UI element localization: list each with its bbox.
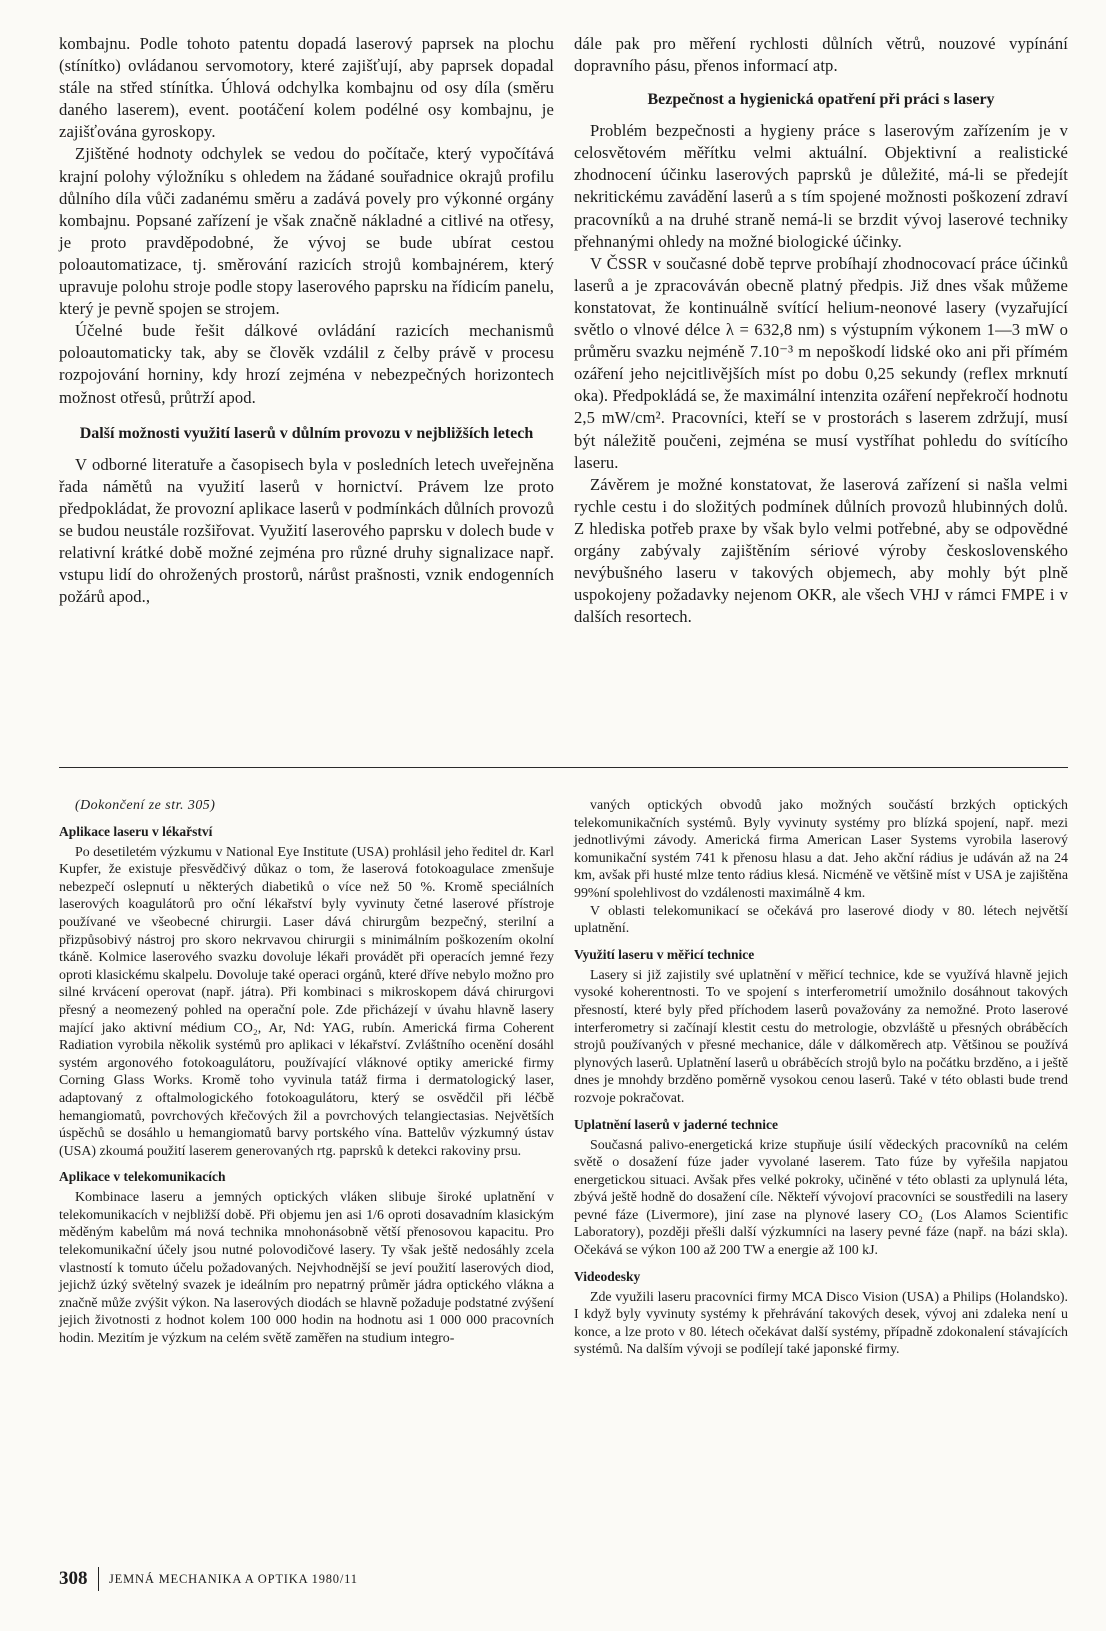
paragraph: kombajnu. Podle tohoto patentu dopadá laserový paprsek na plochu (stínítko) ovládanou servomotory, které zajišťují, aby paprsek dopadal stále na střed stínítka. Úhlová odchylka kombajnu od osy díla (směru daného laserem), event. pootáčení kolem podélné osy kombajnu, je zajišťována gyroskopy. [59,34,554,142]
section-heading: Videodesky [574,1268,641,1284]
section-heading: Uplatnění laserů v jaderné technice [574,1116,778,1132]
paragraph: Současná palivo-energetická krize stupňuje úsilí vědeckých pracovníků na celém světě o dosažení fúze jader vyvolané laserem. Tato fúze by vyřešila napjatou energetickou situaci. Avšak přes velké pokroky, učiněné v této oblasti za uplynulá léta, zbývá ještě hodně do dosažení cíle. Někteří vývojoví pracovníci se soustředili na lasery pevné fáze (Livermore), jiní zase na plynové lasery CO₂ (Los Alamos Scientific Laboratory), později přešli další výzkumníci na lasery pevné fáze (např. na bázi skla). Očekává se výkon 100 až 200 TW a energie až 100 kJ. [574,1137,1068,1259]
continuation-note: (Dokončení ze str. 305) [75,798,216,813]
upper-right-column [574,33,1068,628]
paragraph: Problém bezpečnosti a hygieny práce s laserovým zařízením je v celosvětovém měřítku velmi aktuální. Objektivní a realistické zhodnocení účinku laserových paprsků je důležité, má-li se předejít nekritickému zavádění laserů a s tím spojené možnosti poškození zdraví pracovníků a na druhé straně nemá-li se brzdit vývoj laserové techniky přehnanými ohledy na možné biologické účinky. [574,121,1068,251]
page-number: 308 [59,1568,88,1589]
paragraph: dále pak pro měření rychlosti důlních větrů, nouzové vypínání dopravního pásu, přenos informací atp. [574,34,1068,76]
paragraph: Závěrem je možné konstatovat, že laserová zařízení si našla velmi rychle cestu i do složitých podmínek důlních provozů hlubinných dolů. Z hlediska potřeb praxe by však bylo velmi potřebné, aby se odpovědné orgány zabývaly zajištěním sériové výroby československého nevýbušného laseru v takových objemech, aby mohly být plně uspokojeny požadavky nejenom OKR, ale všech VHJ v rámci FMPE i v dalších resortech. [574,474,1068,627]
paragraph: V ČSSR v současné době teprve probíhají zhodnocovací práce účinků laserů a je zpracováván obecně platný předpis. Již dnes však můžeme konstatovat, že kontinuálně svítící helium-neonové lasery (vyzařující světlo o vlnové délce λ = 632,8 nm) s výstupním výkonem 1—3 mW o průměru svazku nejméně 7.10⁻³ m nepoškodí lidské oko ani při přímém ozáření jeho nejcitlivějších míst po dobu 0,25 sekundy (reflex mrknutí oka). Předpokládá se, že maximální intenzita ozáření nepřekročí hodnotu 2,5 mW/cm². Pracovníci, kteří se v prostorách s laserem zdržují, musí být náležitě poučeni, zejména se musí vystříhat pohledu do svítícího laseru. [574,253,1068,472]
section-divider [59,767,1068,768]
paragraph: V odborné literatuře a časopisech byla v posledních letech uveřejněna řada námětů na využití laserů v hornictví. Právem lze proto předpokládat, že provozní aplikace laserů v podmínkách důlních provozů se budou neustále rozšiřovat. Využití laserového paprsku v dolech bude v relativní krátké době možné zejména pro různé druhy signalizace např. vstupu lidí do ohrožených prostorů, nárůst prašnosti, vznik endogenních požárů apod., [59,454,554,607]
upper-left-column [59,33,554,608]
paragraph: Zjištěné hodnoty odchylek se vedou do počítače, který vypočítává krajní polohy výložníku s ohledem na žádané souřadnice okrajů profilu důlního díla vůči zadanému směru a zadává povely pro výkonné orgány kombajnu. Popsané zařízení je však značně nákladné a citlivé na otřesy, je proto pravděpodobné, že vývoj se bude ubírat cestou poloautomatizace, tj. směrování razicích strojů kombajnérem, který upravuje polohu stroje podle stopy laserového paprsku na řídicím panelu, který je pevně spojen se strojem. [59,144,554,319]
section-heading: Další možnosti využití laserů v důlním provozu v nejbližších letech [79,424,534,442]
section-heading: Využití laseru v měřicí technice [574,946,755,962]
paragraph: Kombinace laseru a jemných optických vláken slibuje široké uplatnění v telekomunikacích v nejbližší době. Při objemu jen asi 1/6 oproti dosavadním klasickým měděným kabelům má nová technika mnohonásobně větší přenosovou kapacitu. Pro telekomunikační účely jsou nutné polovodičové lasery. Ty však ještě nedosáhly zcela vlastností k tomuto účelu požadovaných. Nejvhodnější se jeví použití laserových diod, jejichž úzký světelný svazek je ideálním pro nepatrný průměr jádra optického vlákna a značně může zvýšit výkon. Na laserových diodách se hlavně požaduje podstatné zvýšení jejich životnosti z hodnot kolem 100 000 hodin na hodnotu asi 1 000 000 pracovních hodin. Mezitím je výzkum na celém světě zaměřen na studium integro- [59,1190,554,1347]
paragraph: Účelné bude řešit dálkové ovládání razicích mechanismů poloautomaticky tak, aby se člověk vzdálil z čelby právě v procesu rozpojování horniny, kdy hrozí zejména v nebezpečných horizontech možnost otřesů, průtrží apod. [59,321,554,407]
paragraph: Lasery si již zajistily své uplatnění v měřicí technice, kde se využívá hlavně jejich vysoké koherentnosti. To ve spojení s interferometrií umožnilo dosáhnout takových přesností, které byly před příchodem laserů považovány za nemožné. Proto laserové interferometry si začínají klestit cestu do metrologie, obzvláště u přesných obráběcích strojů používaných v přesné mechanice, dále v dálkoměrech atp. Většinou se používá plynových laserů. Uplatnění laserů u obráběcích strojů bylo na počátku brzděno, a i ještě dnes je mnohdy brzděno poměrně vysokou cenou laserů. Také v této oblasti bude trend rozvoje pokračovat. [574,967,1068,1106]
paragraph: Po desetiletém výzkumu v National Eye Institute (USA) prohlásil jeho ředitel dr. Karl Kupfer, že existuje přesvědčivý důkaz o tom, že laserová fotokoagulace zmenšuje nebezpečí oslepnutí u některých diabetiků o více než 50 %. Kromě speciálních laserových koagulátorů pro oční lékařství byly vyvinuty četné laserové přístroje používané ve všeobecné chirurgii. Laser dává chirurgům bezpečný, sterilní a přizpůsobivý nástroj pro skoro nekrvavou chirurgii s minimálním poškozením okolní tkáně. Kolmice laserového svazku dovoluje lékaři provádět při operacích jemné řezy oproti klasickému skalpelu. Dovoluje také operaci orgánů, které dříve nebylo možno pro silné krvácení operovat (např. játra). Při kombinaci s mikroskopem dává chirurgovi přesný a neomezený pohled na operační pole. Zde přicházejí v úvahu hlavně lasery mající jako aktivní médium CO₂, Ar, Nd: YAG, rubín. Americká firma Coherent Radiation vyrobila několik systémů pro aplikaci v lékařství. Zvláštního ocenění dosáhl systém argonového fotokoagulátoru, používající vláknové optiky americké firmy Corning Glass Works. Kromě toho vyvinula tatáž firma i dermatologický laser, adaptovaný z oftalmologického fotokoagulátoru, který se osvědčil při léčbě hemangiomatů, povrchových křečových žil a povrchových telangiectasias. Největších úspěchů se dosáhlo u hemangiomatů barvy portského vína. Battelův výzkumný ústav (USA) zkoumá použití laserem generovaných rtg. paprsků k detekci rakoviny prsu. [59,844,554,1159]
page-footer [59,1567,358,1591]
section-heading: Bezpečnost a hygienická opatření při práci s lasery [647,91,995,109]
paragraph: Zde využili laseru pracovníci firmy MCA Disco Vision (USA) a Philips (Holandsko). I když byly vyvinuty systémy k přehrávání takových desek, vývoj ani zdaleka není u konce, a lze proto v 80. létech očekávat další systémy, případně zdokonalení stávajících systémů. Na dalším vývoji se podílejí také japonské firmy. [574,1289,1068,1358]
footer-divider [98,1567,100,1591]
section-heading: Aplikace laseru v lékařství [59,823,213,839]
section-heading: Aplikace v telekomunikacích [59,1169,226,1185]
paragraph: vaných optických obvodů jako možných součástí brzkých optických telekomunikačních systémů. Byly vyvinuty systémy pro blízká spojení, např. mezi jednotlivými závody. Americká firma American Laser Systems vyrobila laserový komunikační systém 741 k přenosu hlasu a dat. Jeho akční rádius je udáván až na 24 km, avšak při husté mlze tento rádius klesá. Nicméně ve většině míst v USA je zajištěna 99%ní spolehlivost do vzdálenosti maximálně 4 km. [574,798,1068,901]
paragraph: V oblasti telekomunikací se očekává pro laserové diody v 80. létech největší uplatnění. [574,903,1068,937]
lower-left-column [59,797,554,1348]
journal-title: JEMNÁ MECHANIKA A OPTIKA 1980/11 [109,1571,358,1586]
lower-right-column [574,797,1068,1359]
